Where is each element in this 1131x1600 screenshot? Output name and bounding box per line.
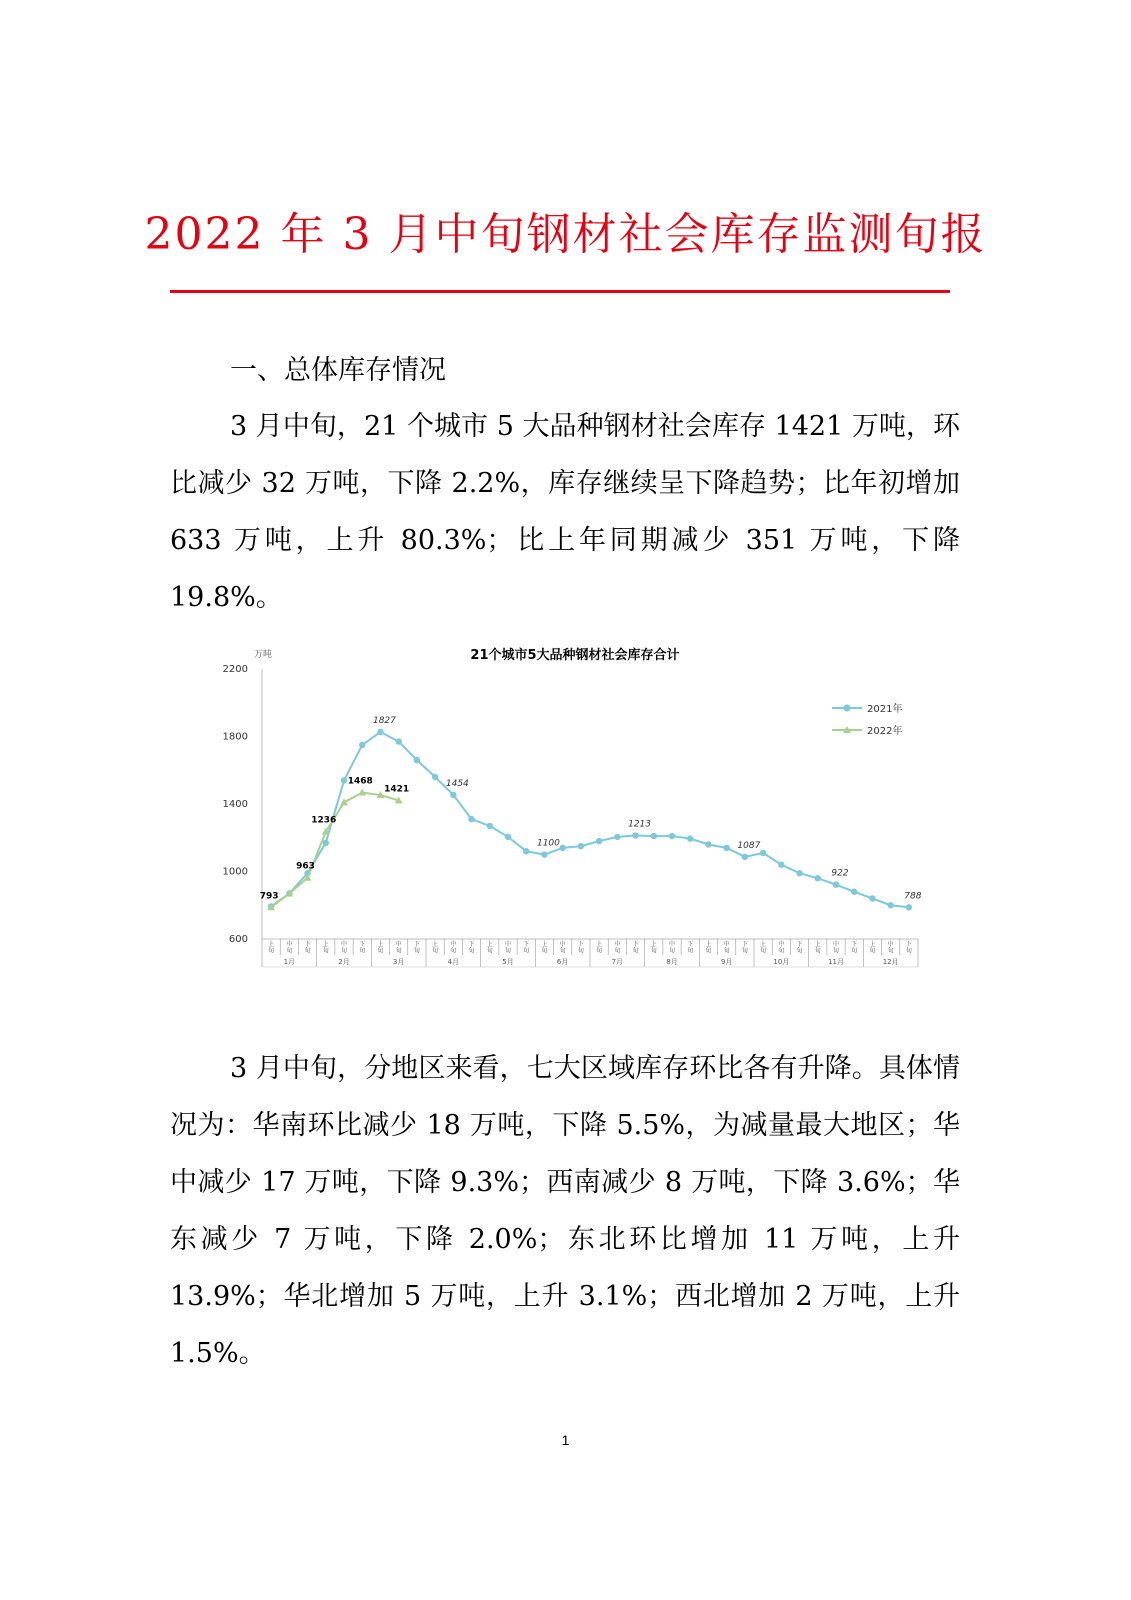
legend-label-2022: 2022年 (867, 726, 903, 737)
data-label: 1100 (536, 838, 560, 849)
y-tick-label: 2200 (222, 664, 248, 675)
x-tick-label-dekad (578, 941, 584, 955)
data-label: 1236 (311, 815, 337, 826)
x-tick-label-char: 上 (596, 941, 603, 948)
data-point-2021 (742, 854, 748, 860)
x-tick-label-char: 上 (869, 941, 876, 948)
y-axis (223, 664, 262, 945)
x-tick-label-char: 上 (432, 941, 439, 948)
chart-title: 21个城市5大品种钢材社会库存合计 (470, 648, 680, 663)
data-label: 1213 (628, 819, 652, 830)
x-tick-label-char: 上 (760, 941, 767, 948)
x-tick-label-dekad (560, 940, 566, 955)
x-month-label: 8月 (666, 958, 678, 966)
x-tick-label-dekad (651, 940, 657, 955)
data-point-2021 (341, 777, 347, 783)
data-label: 1087 (737, 840, 761, 851)
x-tick-label-dekad (705, 940, 711, 955)
data-point-2021 (851, 889, 857, 895)
x-tick-label-char: 旬 (614, 947, 621, 955)
paragraph-regional-inventory: 3 月中旬，分地区来看，七大区域库存环比各有升降。具体情况为：华南环比减少 18 万吨，下降 5.5%，为减量最大地区；华中减少 17 万吨，下降 9.3%；西南减少 8 万吨，下降 3.6%；华东减少 7 万吨，下降 2.0%；东北环比增加 11 万吨，上升 13.9%；华北增加 5 万吨，上升 3.1%；西北增加 2 万吨，上升 1.5%。 (170, 1053, 960, 1369)
paragraph-total-inventory: 3 月中旬，21 个城市 5 大品种钢材社会库存 1421 万吨，环比减少 32 万吨，下降 2.2%，库存继续呈下降趋势；比年初增加 633 万吨，上升 80.3%；比上年同期减少 351 万吨，下降 19.8%。 (170, 411, 960, 613)
data-point-2021 (523, 848, 529, 854)
data-point-2021 (377, 729, 383, 735)
x-tick-label-char: 旬 (468, 947, 475, 955)
data-label: 1827 (372, 715, 396, 726)
legend (832, 702, 902, 737)
x-tick-label-char: 旬 (413, 947, 420, 955)
x-tick-label-char: 中 (778, 941, 785, 948)
data-point-2021 (651, 833, 657, 839)
x-tick-label-char: 旬 (687, 947, 694, 955)
x-tick-label-dekad (888, 940, 894, 955)
x-tick-label-char: 中 (723, 941, 730, 948)
data-point-2021 (487, 823, 493, 829)
x-tick-label-char: 下 (851, 941, 858, 948)
x-month-label: 6月 (556, 958, 569, 966)
y-tick-label: 1800 (222, 731, 248, 743)
y-tick-label: 600 (228, 934, 248, 945)
y-tick-label: 1400 (222, 799, 248, 810)
legend-marker-2021 (844, 705, 851, 712)
x-tick-label-dekad (906, 941, 912, 955)
x-tick-label-char: 旬 (650, 947, 657, 955)
x-tick-label-dekad (523, 941, 529, 955)
x-tick-label-dekad (687, 941, 693, 955)
x-tick-label-char: 下 (523, 941, 530, 948)
x-tick-label-char: 下 (413, 941, 420, 948)
x-tick-label-dekad (414, 941, 420, 955)
x-tick-label-char: 旬 (668, 947, 676, 955)
x-tick-label-dekad (469, 941, 475, 955)
x-tick-label-char: 下 (741, 941, 748, 948)
x-month-label: 7月 (611, 958, 624, 966)
x-tick-label-char: 旬 (559, 947, 566, 955)
data-point-2021 (414, 757, 420, 763)
x-tick-label-char: 下 (687, 941, 694, 948)
x-tick-label-char: 上 (814, 941, 821, 948)
legend-item-2021 (832, 702, 902, 715)
data-point-2021 (669, 833, 675, 839)
x-tick-label-char: 中 (395, 941, 402, 948)
data-point-2021 (596, 838, 602, 844)
x-tick-label-char: 中 (559, 941, 566, 948)
x-tick-label-dekad (286, 940, 292, 955)
series-line-0 (271, 732, 909, 907)
x-tick-label-char: 上 (486, 941, 493, 948)
x-tick-label-dekad (505, 940, 511, 955)
x-tick-label-char: 上 (268, 941, 275, 948)
data-point-2021 (632, 832, 638, 838)
page-number: 1 (561, 1432, 570, 1448)
x-tick-label-char: 旬 (541, 947, 548, 955)
series-layer (267, 729, 912, 911)
x-tick-label-dekad (833, 940, 839, 955)
x-tick-label-char: 旬 (778, 947, 785, 955)
x-tick-label-dekad (432, 940, 438, 955)
x-tick-label-char: 中 (668, 941, 676, 948)
x-tick-label-dekad (396, 940, 402, 955)
title-divider (170, 290, 950, 293)
data-point-2021 (906, 904, 912, 910)
x-tick-label-dekad (742, 941, 748, 955)
x-tick-label-dekad (669, 940, 675, 955)
x-tick-label-dekad (305, 941, 311, 955)
data-label: 793 (259, 891, 279, 902)
x-tick-label-dekad (541, 940, 547, 955)
x-tick-label-char: 旬 (304, 947, 311, 955)
x-tick-label-dekad (487, 940, 493, 955)
data-label: 1468 (347, 776, 373, 787)
x-axis (262, 939, 918, 967)
data-point-2021 (432, 774, 438, 780)
x-tick-label-dekad (760, 940, 766, 955)
section-heading: 一、总体库存情况 (230, 355, 446, 386)
x-tick-label-char: 旬 (596, 947, 603, 955)
data-label: 1421 (384, 784, 410, 795)
x-month-label: 9月 (720, 958, 733, 966)
x-tick-label-char: 旬 (395, 947, 402, 955)
data-point-2021 (778, 862, 784, 868)
x-tick-label-char: 旬 (504, 947, 512, 955)
x-tick-label-char: 旬 (486, 947, 493, 955)
x-tick-label-char: 旬 (814, 947, 821, 955)
x-tick-label-dekad (359, 941, 365, 955)
x-tick-label-char: 上 (377, 941, 384, 948)
data-point-2021 (833, 881, 839, 887)
x-tick-label-char: 下 (304, 941, 311, 948)
x-tick-label-char: 中 (887, 941, 894, 948)
data-point-2021 (869, 895, 875, 901)
x-tick-label-char: 旬 (796, 947, 803, 955)
data-labels (260, 716, 922, 901)
x-tick-label-dekad (614, 940, 620, 955)
x-tick-label-dekad (341, 940, 347, 955)
x-tick-label-char: 上 (322, 941, 329, 948)
data-label: 922 (831, 868, 849, 879)
x-tick-label-char: 上 (705, 941, 712, 948)
x-tick-label-char: 中 (614, 941, 621, 948)
data-point-2021 (760, 850, 766, 856)
data-point-2021 (815, 875, 821, 881)
x-tick-label-char: 旬 (632, 947, 639, 955)
inventory-line-chart (200, 635, 930, 975)
x-month-label: 1月 (283, 958, 296, 966)
x-tick-label-dekad (869, 940, 875, 955)
x-tick-label-dekad (633, 941, 639, 955)
x-tick-label-char: 旬 (851, 947, 858, 955)
data-point-2021 (887, 902, 893, 908)
legend-item-2022 (832, 724, 902, 737)
x-tick-label-char: 旬 (523, 947, 530, 955)
x-tick-label-dekad (851, 941, 857, 955)
x-tick-label-char: 旬 (887, 947, 894, 955)
x-tick-label-dekad (268, 940, 274, 955)
y-axis-unit-label: 万吨 (254, 650, 273, 660)
data-point-2021 (395, 738, 401, 744)
x-tick-label-char: 中 (286, 941, 293, 948)
x-tick-label-char: 中 (450, 941, 457, 948)
data-point-2021 (614, 834, 620, 840)
data-point-2021 (796, 870, 802, 876)
data-point-2021 (687, 835, 693, 841)
x-tick-label-char: 旬 (432, 947, 439, 955)
legend-label-2021: 2021年 (867, 704, 903, 715)
x-tick-label-dekad (724, 940, 730, 955)
x-month-label: 4月 (447, 958, 460, 966)
x-tick-label-char: 旬 (359, 947, 366, 955)
x-tick-label-char: 旬 (577, 947, 584, 955)
x-tick-label-char: 旬 (322, 947, 329, 955)
x-tick-label-char: 中 (832, 941, 840, 948)
x-month-label: 10月 (773, 958, 790, 966)
x-month-label: 3月 (392, 958, 405, 966)
x-tick-label-char: 旬 (741, 947, 748, 955)
data-point-2021 (723, 845, 729, 851)
x-tick-label-char: 下 (577, 941, 584, 948)
x-tick-label-dekad (377, 940, 383, 955)
x-tick-label-char: 下 (905, 941, 912, 948)
x-tick-label-char: 下 (468, 941, 475, 948)
x-tick-label-char: 旬 (450, 947, 457, 955)
x-month-label: 12月 (882, 958, 899, 966)
x-month-label: 11月 (828, 958, 844, 966)
x-tick-label-char: 中 (340, 941, 348, 948)
x-tick-label-dekad (450, 940, 456, 955)
x-tick-label-char: 旬 (705, 947, 712, 955)
x-tick-label-char: 旬 (760, 947, 767, 955)
data-point-2021 (323, 840, 329, 846)
data-point-2021 (578, 843, 584, 849)
x-tick-label-char: 旬 (869, 947, 876, 955)
data-label: 1454 (445, 778, 469, 789)
x-tick-label-char: 下 (796, 941, 803, 948)
x-month-label: 2月 (338, 958, 350, 966)
x-tick-label-dekad (815, 940, 821, 955)
x-tick-label-char: 旬 (905, 947, 912, 955)
x-tick-label-char: 下 (359, 941, 366, 948)
y-tick-label: 1000 (222, 866, 248, 878)
data-point-2021 (505, 834, 511, 840)
x-tick-label-dekad (323, 940, 329, 955)
x-tick-label-dekad (797, 941, 803, 955)
x-tick-label-char: 下 (632, 941, 639, 948)
x-tick-label-dekad (596, 940, 602, 955)
data-label: 788 (904, 891, 922, 902)
data-label: 963 (296, 861, 315, 872)
x-tick-label-char: 旬 (832, 947, 840, 955)
x-tick-label-char: 旬 (377, 947, 384, 955)
x-tick-label-char: 上 (650, 941, 657, 948)
report-title: 2022 年 3 月中旬钢材社会库存监测旬报 (144, 209, 987, 260)
data-point-2021 (559, 845, 565, 851)
x-tick-label-char: 中 (504, 941, 512, 948)
x-tick-label-char: 旬 (340, 947, 348, 955)
x-month-label: 5月 (502, 958, 514, 966)
data-point-2021 (468, 816, 474, 822)
data-point-2021 (705, 841, 711, 847)
x-tick-label-char: 上 (541, 941, 548, 948)
data-point-2021 (541, 851, 547, 857)
x-tick-label-char: 旬 (723, 947, 730, 955)
data-point-2021 (359, 742, 365, 748)
x-tick-label-dekad (778, 940, 784, 955)
x-tick-label-char: 旬 (286, 947, 293, 955)
x-tick-label-char: 旬 (268, 947, 275, 955)
data-point-2021 (450, 792, 456, 798)
